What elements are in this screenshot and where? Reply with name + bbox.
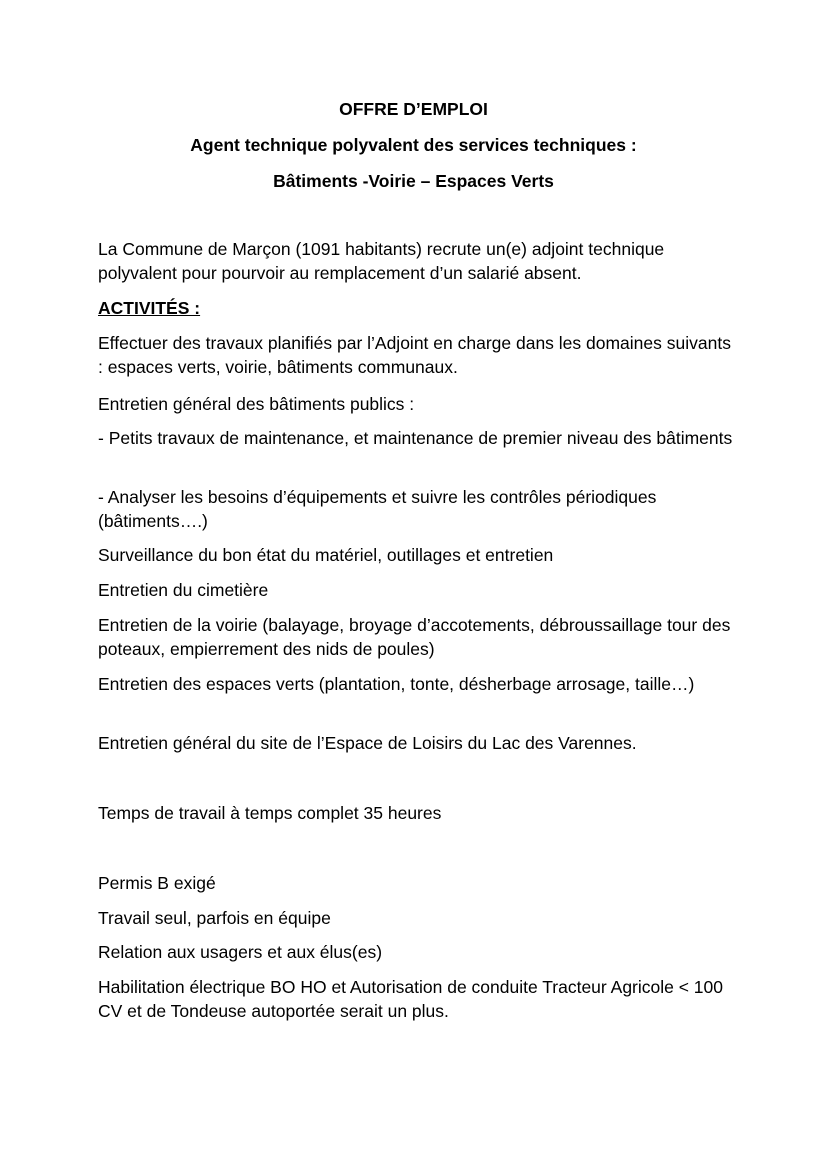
document-title: OFFRE D’EMPLOI [339, 99, 488, 119]
requirement-item: Travail seul, parfois en équipe [98, 908, 331, 928]
activity-item: Entretien général des bâtiments publics : [98, 394, 415, 414]
activity-item: Entretien des espaces verts (plantation, tonte, désherbage arrosage, taille…) [98, 674, 695, 694]
activity-item: Entretien général du site de l’Espace de Loisirs du Lac des Varennes. [98, 733, 637, 753]
requirement-item: Habilitation électrique BO HO et Autorisation de conduite Tracteur Agricole < 100 CV et de Tondeuse autoportée serait un plus. [98, 977, 724, 1021]
activities-heading: ACTIVITÉS : [98, 298, 201, 318]
activity-item: - Petits travaux de maintenance, et maintenance de premier niveau des bâtiments [98, 428, 733, 448]
job-domains: Bâtiments -Voirie – Espaces Verts [273, 171, 554, 191]
requirement-item: Relation aux usagers et aux élus(es) [98, 942, 383, 962]
job-title: Agent technique polyvalent des services techniques : [190, 135, 637, 155]
activity-item: Entretien du cimetière [98, 580, 269, 600]
activity-item: Effectuer des travaux planifiés par l’Adjoint en charge dans les domaines suivants : espaces verts, voirie, bâtiments communaux. [98, 333, 731, 377]
requirement-item: Permis B exigé [98, 873, 216, 893]
working-time: Temps de travail à temps complet 35 heures [98, 803, 442, 823]
intro-paragraph: La Commune de Marçon (1091 habitants) recrute un(e) adjoint technique polyvalent pour pourvoir au remplacement d’un salarié absent. [98, 239, 665, 283]
activity-item: Surveillance du bon état du matériel, outillages et entretien [98, 545, 554, 565]
activity-item: Entretien de la voirie (balayage, broyage d’accotements, débroussaillage tour des poteaux, empierrement des nids de poules) [98, 615, 731, 659]
activity-item: - Analyser les besoins d’équipements et suivre les contrôles périodiques (bâtiments….) [98, 487, 657, 531]
